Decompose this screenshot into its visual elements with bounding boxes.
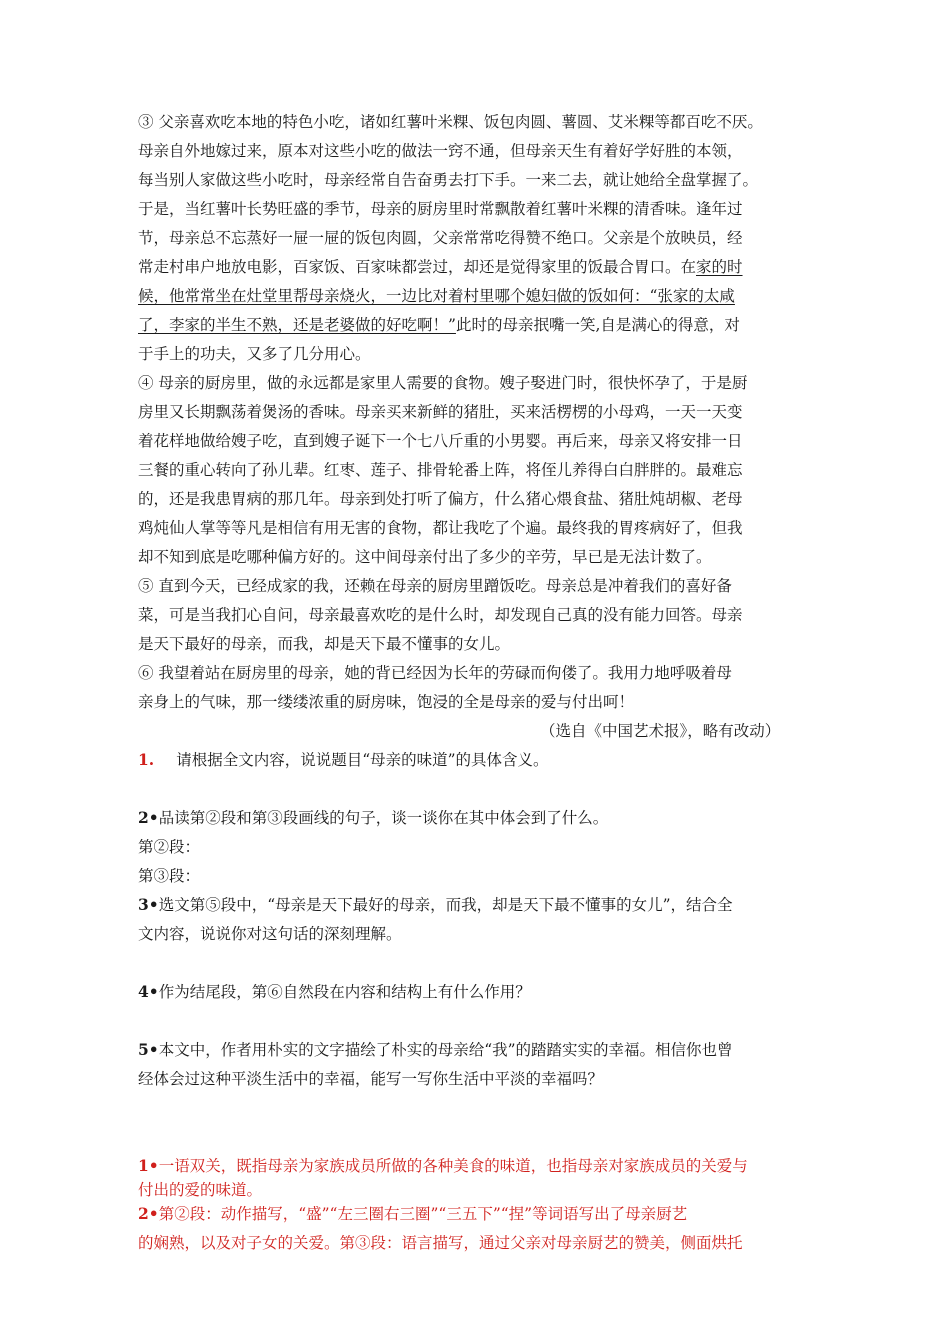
- answer-number: 1•: [138, 1156, 159, 1175]
- passage-text: 常走村串户地放电影，百家饭、百家味都尝过，却还是觉得家里的饭最合胃口。在: [138, 258, 697, 276]
- answer-label: 第②段：: [138, 838, 201, 856]
- passage-line: 着花样地做给嫂子吃，直到嫂子诞下一个七八斤重的小男婴。再后来，母亲又将安排一日: [138, 432, 743, 450]
- underlined-sentence: 了，李家的半生不熟，还是老婆做的好吃啊！”: [138, 316, 456, 334]
- answer-2: [138, 1204, 828, 1224]
- question-2: [138, 808, 828, 828]
- question-number: 1.: [138, 750, 155, 769]
- passage-line: 却不知到底是吃哪种偏方好的。这中间母亲付出了多少的辛劳，早已是无法计数了。: [138, 548, 712, 566]
- answer-text: 第②段：动作描写，“盛”“左三圈右三圈”“三五下”“捏”等词语写出了母亲厨艺: [158, 1205, 688, 1223]
- passage-line: 三餐的重心转向了孙儿辈。红枣、莲子、排骨轮番上阵，将侄儿养得白白胖胖的。最难忘: [138, 461, 743, 479]
- source-citation: （选自《中国艺术报》，略有改动）: [540, 722, 781, 740]
- passage-line: 的，还是我患胃病的那几年。母亲到处打听了偏方，什么猪心煨食盐、猪肚炖胡椒、老母: [138, 490, 743, 508]
- question-text: 作为结尾段，第⑥自然段在内容和结构上有什么作用？: [158, 983, 531, 1001]
- passage-line: 于是，当红薯叶长势旺盛的季节，母亲的厨房里时常飘散着红薯叶米粿的清香味。逢年过: [138, 200, 743, 218]
- passage-line: ③ 父亲喜欢吃本地的特色小吃，诸如红薯叶米粿、饭包肉圆、薯圆、艾米粿等都百吃不厌。: [138, 113, 763, 131]
- question-text: 品读第②段和第③段画线的句子，谈一谈你在其中体会到了什么。: [158, 809, 609, 827]
- question-number: 5•: [138, 1040, 159, 1059]
- question-3: [138, 895, 828, 915]
- passage-line: 于手上的功夫，又多了几分用心。: [138, 345, 371, 363]
- passage-line: 节，母亲总不忘蒸好一屉一屉的饭包肉圆，父亲常常吃得赞不绝口。父亲是个放映员，经: [138, 229, 743, 247]
- passage-line: 房里又长期飘荡着煲汤的香味。母亲买来新鲜的猪肚，买来活楞楞的小母鸡，一天一天变: [138, 403, 743, 421]
- passage-line: ⑥ 我望着站在厨房里的母亲，她的背已经因为长年的劳碌而佝偻了。我用力地呼吸着母: [138, 664, 732, 682]
- question-text: 请根据全文内容，说说题目“母亲的味道”的具体含义。: [176, 751, 549, 769]
- question-text: 经体会过这种平淡生活中的幸福，能写一写你生活中平淡的幸福吗？: [138, 1070, 604, 1088]
- underlined-sentence: 候，他常常坐在灶堂里帮母亲烧火，一边比对着村里哪个媳妇做的饭如何：“张家的太咸: [138, 287, 735, 305]
- question-text: 文内容，说说你对这句话的深刻理解。: [138, 925, 402, 943]
- question-text: 本文中，作者用朴实的文字描绘了朴实的母亲给“我”的踏踏实实的幸福。相信你也曾: [158, 1041, 733, 1059]
- question-4: [138, 982, 828, 1002]
- answer-text: 一语双关，既指母亲为家族成员所做的各种美食的味道，也指母亲对家族成员的关爱与: [158, 1157, 748, 1175]
- question-number: 2•: [138, 808, 159, 827]
- passage-line: ④ 母亲的厨房里，做的永远都是家里人需要的食物。嫂子娶进门时，很快怀孕了，于是厨: [138, 374, 748, 392]
- answer-text: 付出的爱的味道。: [138, 1181, 263, 1199]
- question-5: [138, 1040, 828, 1060]
- answer-label: 第③段：: [138, 867, 201, 885]
- question-1: [138, 750, 828, 770]
- passage-line: ⑤ 直到今天，已经成家的我，还赖在母亲的厨房里蹭饭吃。母亲总是冲着我们的喜好备: [138, 577, 732, 595]
- passage-line: 母亲自外地嫁过来，原本对这些小吃的做法一窍不通，但母亲天生有着好学好胜的本领，: [138, 142, 743, 160]
- passage-text: 此时的母亲抿嘴一笑,自是满心的得意，对: [455, 316, 740, 334]
- answer-number: 2•: [138, 1204, 159, 1223]
- passage-line: [138, 315, 828, 335]
- question-text: 选文第⑤段中，“母亲是天下最好的母亲，而我，却是天下最不懂事的女儿”，结合全: [158, 896, 733, 914]
- question-number: 4•: [138, 982, 159, 1001]
- passage-line: 是天下最好的母亲，而我，却是天下最不懂事的女儿。: [138, 635, 511, 653]
- answer-1: [138, 1156, 828, 1176]
- passage-line: 每当别人家做这些小吃时，母亲经常自告奋勇去打下手。一来二去，就让她给全盘掌握了。: [138, 171, 759, 189]
- passage-line: 菜，可是当我扪心自问，母亲最喜欢吃的是什么时，却发现自己真的没有能力回答。母亲: [138, 606, 743, 624]
- passage-line: 鸡炖仙人掌等等凡是相信有用无害的食物，都让我吃了个遍。最终我的胃疼病好了，但我: [138, 519, 743, 537]
- underlined-sentence: 家的时: [696, 258, 743, 276]
- question-number: 3•: [138, 895, 159, 914]
- passage-line: 亲身上的气味，那一缕缕浓重的厨房味，饱浸的全是母亲的爱与付出呵！: [138, 693, 635, 711]
- passage-line: [138, 257, 828, 277]
- answer-text: 的娴熟，以及对子女的关爱。第③段：语言描写，通过父亲对母亲厨艺的赞美，侧面烘托: [138, 1234, 743, 1252]
